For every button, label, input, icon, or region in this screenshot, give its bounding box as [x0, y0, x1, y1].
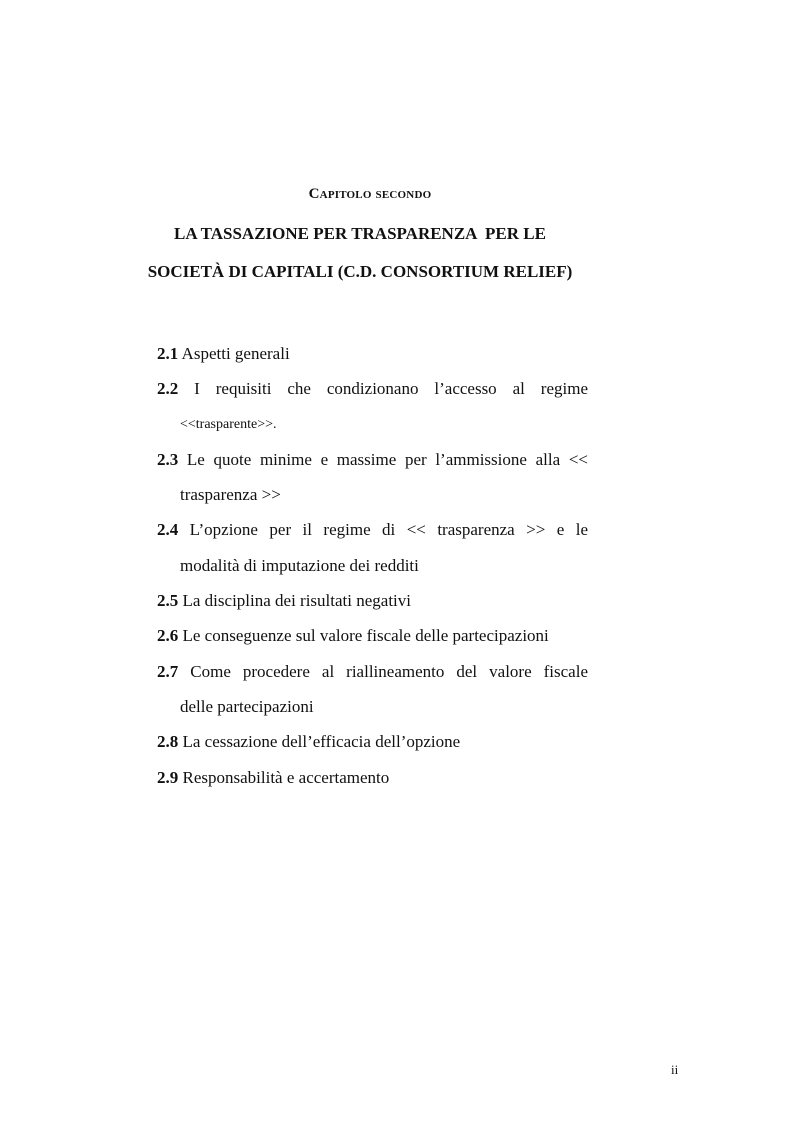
toc-item-2-9: [157, 760, 588, 795]
table-of-contents: [157, 336, 588, 795]
toc-item-line: [157, 618, 588, 653]
toc-item-text: Responsabilità e accertamento: [178, 767, 390, 787]
toc-item-line: [157, 371, 588, 406]
toc-item-2-1: [157, 336, 588, 371]
chapter-title-line-1: LA TASSAZIONE PER TRASPARENZA PER LE: [174, 224, 546, 243]
toc-item-text: Le conseguenze sul valore fiscale delle partecipazioni: [178, 626, 549, 646]
page-number: ii: [671, 1062, 679, 1077]
toc-item-line: [157, 512, 588, 547]
toc-item-number: 2.8: [157, 732, 179, 752]
toc-item-2-4: [157, 512, 588, 583]
toc-item-number: 2.9: [157, 767, 179, 787]
toc-item-line: [157, 760, 588, 795]
toc-item-2-3: [157, 442, 588, 513]
toc-item-text: La cessazione dell’efficacia dell’opzione: [178, 732, 461, 752]
toc-item-line: [157, 724, 588, 759]
toc-item-text: La disciplina dei risultati negativi: [178, 591, 411, 611]
toc-item-number: 2.4: [157, 520, 179, 540]
toc-item-number: 2.1: [157, 344, 179, 363]
toc-item-2-2: [157, 371, 588, 442]
toc-item-line: [157, 442, 588, 477]
toc-item-number: 2.7: [157, 661, 179, 681]
toc-item-2-7: [157, 654, 588, 725]
toc-item-continuation: trasparenza >>: [180, 485, 281, 505]
toc-item-continuation: <<trasparente>>.: [180, 416, 277, 432]
toc-item-2-6: [157, 618, 588, 653]
toc-item-line: [157, 583, 588, 618]
chapter-title-line-2: SOCIETÀ DI CAPITALI (C.D. CONSORTIUM RELIEF): [147, 262, 573, 281]
toc-item-number: 2.2: [157, 379, 179, 399]
toc-item-text: L’opzione per il regime di << trasparenza >> e le: [178, 520, 588, 540]
toc-item-number: 2.6: [157, 626, 179, 646]
toc-item-text: Aspetti generali: [178, 344, 290, 363]
toc-item-number: 2.3: [157, 449, 179, 469]
toc-item-continuation: modalità di imputazione dei redditi: [180, 555, 419, 575]
toc-item-line: [157, 654, 588, 689]
chapter-label: Capitolo secondo: [308, 186, 432, 202]
toc-item-number: 2.5: [157, 591, 179, 611]
toc-item-2-8: [157, 724, 588, 759]
toc-item-continuation: delle partecipazioni: [180, 696, 314, 716]
toc-item-text: Le quote minime e massime per l’ammissione alla <<: [178, 449, 588, 469]
toc-item-2-5: [157, 583, 588, 618]
toc-item-line: [157, 336, 588, 371]
toc-item-text: I requisiti che condizionano l’accesso al regime: [178, 379, 588, 399]
toc-item-text: Come procedere al riallineamento del valore fiscale: [178, 661, 588, 681]
